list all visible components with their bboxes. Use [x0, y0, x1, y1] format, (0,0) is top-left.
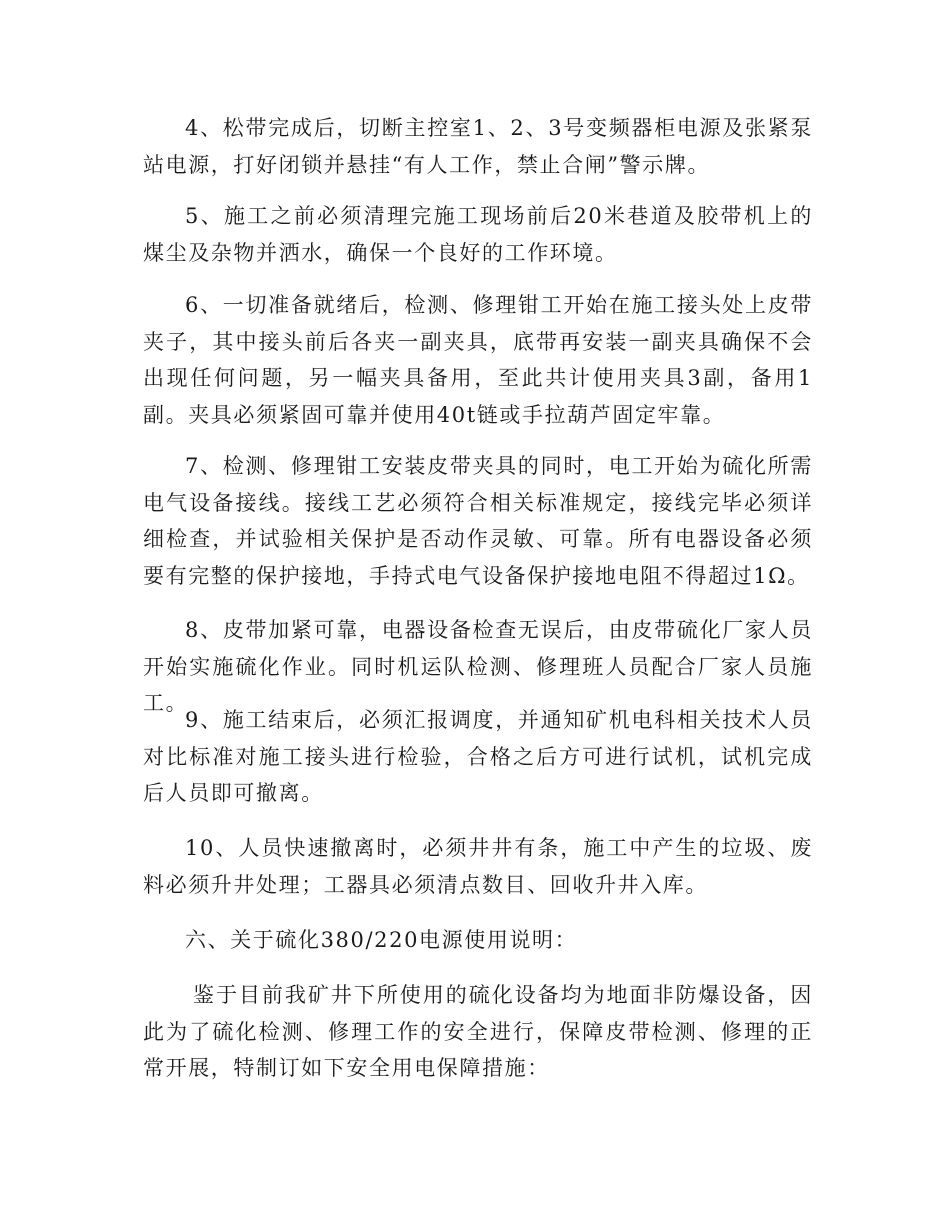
paragraph-step-5: 5、施工之前必须清理完施工现场前后20米巷道及胶带机上的煤尘及杂物并洒水，确保一个良好的工作环境。 [143, 204, 813, 265]
paragraph-step-4: 4、松带完成后，切断主控室1、2、3号变频器柜电源及张紧泵站电源，打好闭锁并悬挂“有人工作，禁止合闸”警示牌。 [143, 116, 813, 177]
section-heading: 六、关于硫化380/220电源使用说明： [185, 928, 578, 952]
paragraph-step-7: 7、检测、修理钳工安装皮带夹具的同时，电工开始为硫化所需电气设备接线。接线工艺必须符合相关标准规定，接线完毕必须详细检查，并试验相关保护是否动作灵敏、可靠。所有电器设备必须要有完整的保护接地，手持式电气设备保护接地电阻不得超过1Ω。 [143, 454, 813, 588]
section-intro-paragraph: 鉴于目前我矿井下所使用的硫化设备均为地面非防爆设备，因此为了硫化检测、修理工作的安全进行，保障皮带检测、修理的正常开展，特制订如下安全用电保障措施： [143, 983, 813, 1080]
paragraph-step-9: 9、施工结束后，必须汇报调度，并通知矿机电科相关技术人员对比标准对施工接头进行检验，合格之后方可进行试机，试机完成后人员即可撤离。 [143, 708, 813, 805]
paragraph-step-8: 8、皮带加紧可靠，电器设备检查无误后，由皮带硫化厂家人员开始实施硫化作业。同时机运队检测、修理班人员配合厂家人员施工。 [143, 618, 813, 715]
paragraph-step-6: 6、一切准备就绪后，检测、修理钳工开始在施工接头处上皮带夹子，其中接头前后各夹一副夹具，底带再安装一副夹具确保不会出现任何问题，另一幅夹具备用，至此共计使用夹具3副，备用1副。夹具必须紧固可靠并使用40t链或手拉葫芦固定牢靠。 [143, 293, 813, 427]
paragraph-step-10: 10、人员快速撤离时，必须井井有条，施工中产生的垃圾、废料必须升井处理；工器具必须清点数目、回收升井入库。 [143, 836, 813, 897]
